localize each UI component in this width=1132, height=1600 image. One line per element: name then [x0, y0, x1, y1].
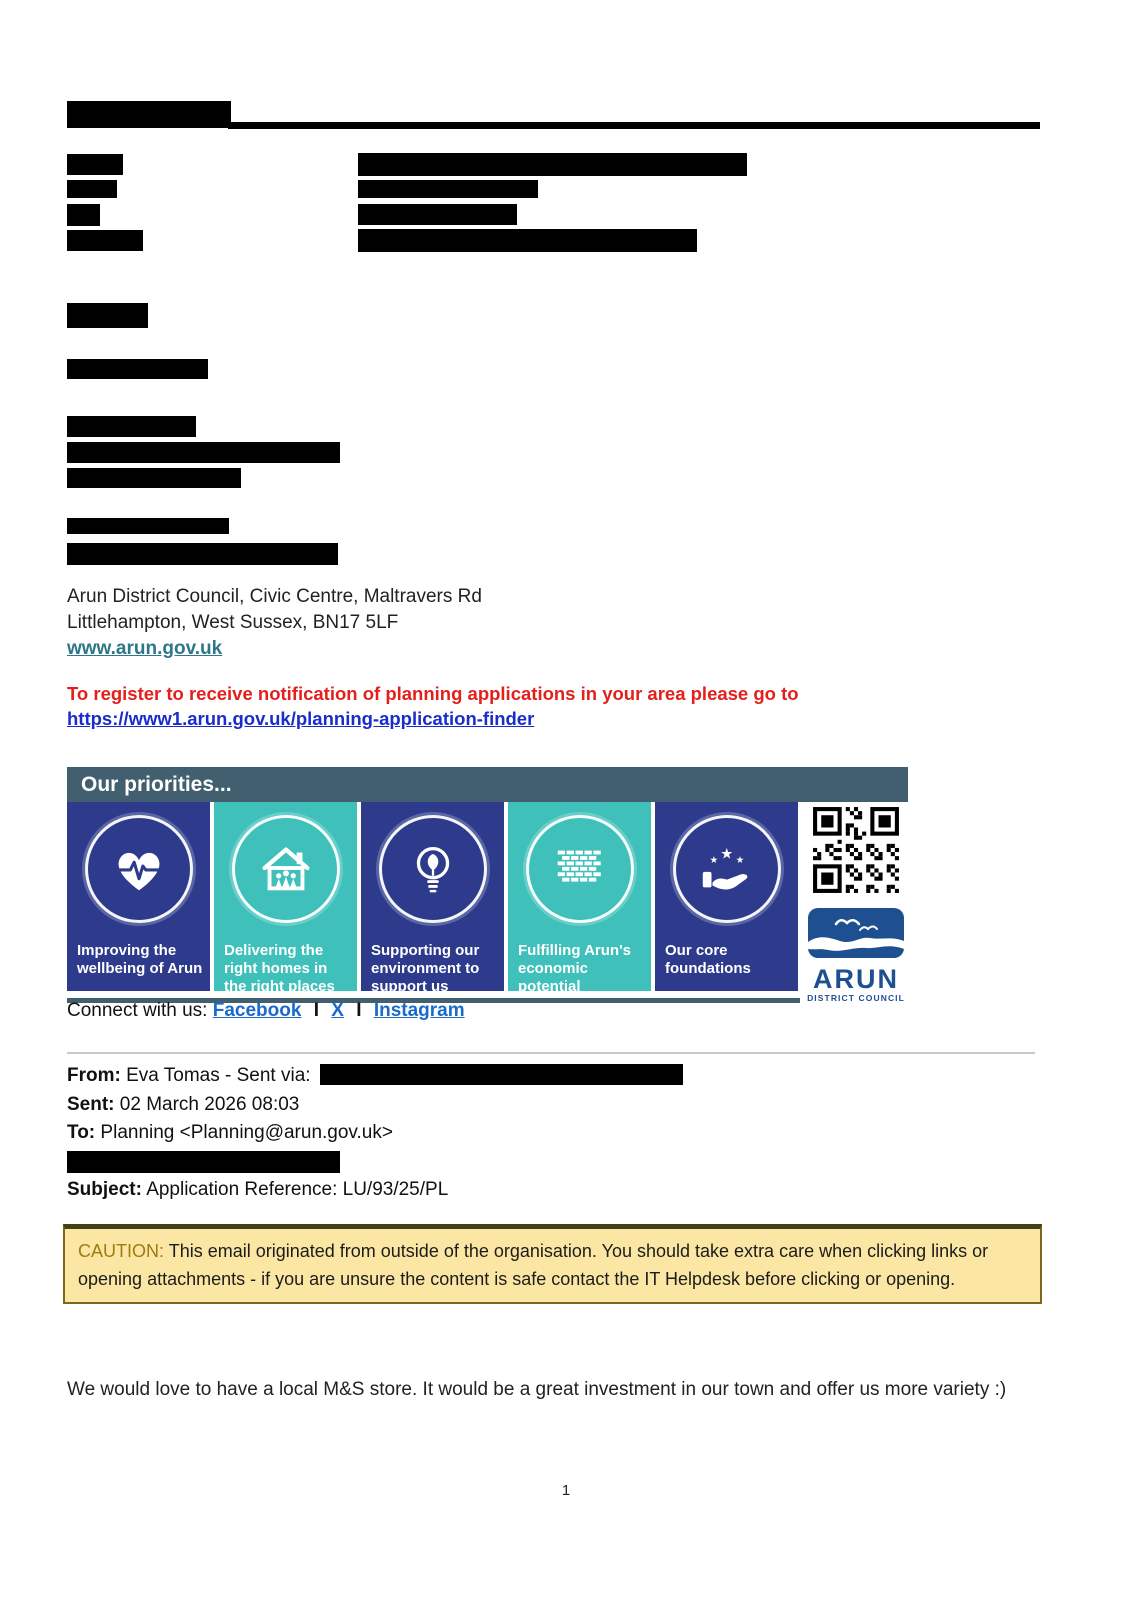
qr-code — [811, 805, 901, 900]
tile-foundations — [655, 802, 798, 991]
icon-ring — [85, 815, 193, 923]
from-label: From: — [67, 1065, 121, 1086]
caution-label: CAUTION: — [78, 1241, 165, 1261]
instagram-link[interactable]: Instagram — [373, 1000, 465, 1021]
svg-text:★: ★ — [709, 855, 718, 867]
heart-pulse-icon — [108, 838, 170, 900]
message-body: We would love to have a local M&S store. It would be a great investment in our town and offer us more variety :) — [67, 1379, 1007, 1400]
redaction-bar — [67, 518, 229, 534]
tile-environment — [361, 802, 504, 995]
redaction-bar — [67, 230, 143, 251]
address-line-2: Littlehampton, West Sussex, BN17 5LF — [67, 612, 399, 633]
caution-text: This email originated from outside of the organisation. You should take extra care when clicking links or opening attachments - if you are unsure the content is safe contact the IT Helpdesk before clicking or opening. — [78, 1241, 989, 1289]
tile-wellbeing — [67, 802, 210, 991]
redaction-bar — [67, 303, 148, 328]
divider-line — [67, 1052, 1035, 1054]
address-line-1: Arun District Council, Civic Centre, Maltravers Rd — [67, 586, 482, 607]
email-headers — [67, 1062, 683, 1204]
facebook-link[interactable]: Facebook — [212, 1000, 302, 1021]
separator: I — [313, 1000, 320, 1021]
lightbulb-leaf-icon — [402, 838, 464, 900]
icon-ring — [232, 815, 340, 923]
redaction-bar — [67, 416, 196, 437]
caution-banner — [63, 1224, 1042, 1304]
arun-logo-subtitle: DISTRICT COUNCIL — [807, 993, 905, 1003]
notice-text: To register to receive notification of planning applications in your area please go to — [67, 683, 799, 704]
subject-label: Subject: — [67, 1178, 142, 1200]
redaction-bar — [358, 153, 747, 176]
redaction-bar — [67, 543, 338, 565]
from-value: Eva Tomas - Sent via: — [126, 1065, 311, 1086]
tile-homes — [214, 802, 357, 995]
priorities-title: Our priorities... — [67, 767, 908, 802]
connect-with-us — [67, 1000, 465, 1022]
redaction-bar — [67, 359, 208, 379]
to-line — [67, 1119, 683, 1148]
redaction-bar — [67, 180, 117, 198]
priorities-tiles — [67, 802, 800, 1003]
from-line — [67, 1062, 683, 1091]
x-link[interactable]: X — [331, 1000, 344, 1021]
council-website-link[interactable]: www.arun.gov.uk — [67, 638, 223, 659]
brick-wall-icon — [549, 838, 611, 900]
arun-waves-birds-icon — [808, 908, 904, 958]
tile-label: Our core foundations — [665, 942, 751, 977]
planning-notice — [67, 682, 799, 731]
priorities-banner — [67, 767, 908, 1003]
tile-label: Fulfilling Arun's economic potential — [518, 942, 631, 995]
redaction-bar — [67, 442, 340, 463]
redaction-bar — [358, 180, 538, 198]
redaction-bar — [67, 204, 100, 226]
svg-text:★: ★ — [735, 855, 744, 867]
sent-value: 02 March 2026 08:03 — [119, 1093, 300, 1115]
banner-side-column — [804, 802, 908, 1003]
redaction-bar — [67, 468, 241, 488]
icon-ring — [379, 815, 487, 923]
page-number: 1 — [561, 1482, 571, 1499]
redaction-bar — [67, 101, 231, 128]
hand-stars-icon — [696, 838, 758, 900]
to-value: Planning <Planning@arun.gov.uk> — [100, 1122, 393, 1143]
tile-label: Supporting our environment to support us — [371, 942, 480, 995]
to-label: To: — [67, 1122, 96, 1143]
separator: I — [356, 1000, 362, 1021]
svg-text:★: ★ — [719, 846, 733, 863]
connect-label: Connect with us: — [67, 1000, 208, 1021]
redaction-bar — [358, 229, 697, 252]
redaction-bar — [358, 204, 517, 225]
arun-district-council-logo — [807, 908, 905, 1003]
redaction-bar — [320, 1064, 683, 1085]
house-family-icon — [255, 838, 317, 900]
council-address — [67, 584, 482, 662]
redaction-bar — [67, 1151, 340, 1173]
tile-label: Improving the wellbeing of Arun — [77, 942, 203, 977]
tile-label: Delivering the right homes in the right places — [224, 942, 335, 995]
tile-economic — [508, 802, 651, 995]
sent-line — [67, 1091, 683, 1120]
icon-ring — [673, 815, 781, 923]
subject-value: Application Reference: LU/93/25/PL — [146, 1178, 449, 1200]
redaction-bar — [67, 154, 123, 175]
icon-ring — [526, 815, 634, 923]
planning-finder-link[interactable]: https://www1.arun.gov.uk/planning-application-finder — [67, 708, 535, 729]
subject-line — [67, 1176, 683, 1205]
sent-label: Sent: — [67, 1093, 115, 1115]
arun-logo-name: ARUN — [813, 964, 899, 994]
redaction-bar — [228, 122, 1040, 129]
